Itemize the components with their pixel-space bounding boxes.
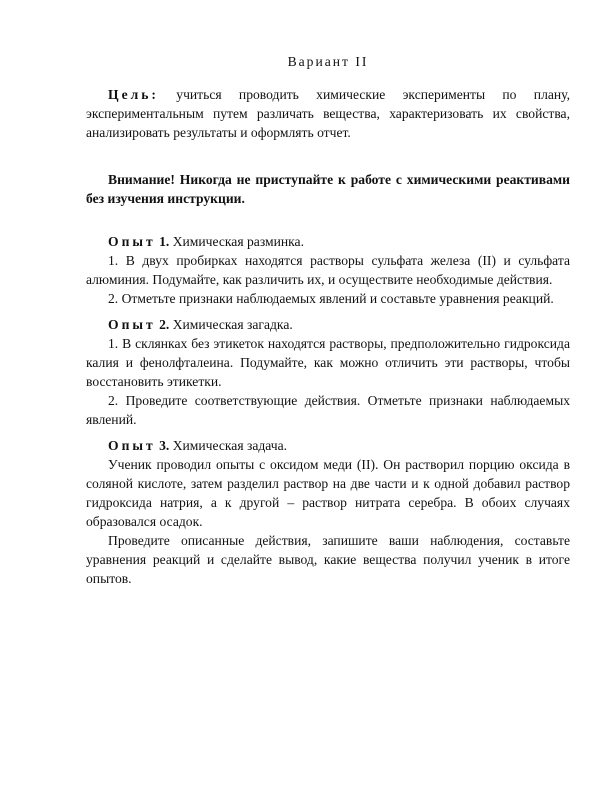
experiment-title: Химическая загадка.: [169, 317, 293, 332]
experiment-heading: [86, 436, 570, 455]
experiment-paragraph: 2. Проведите соответствующие действия. Отметьте признаки наблюдаемых явлений.: [86, 393, 570, 427]
experiment-number: 1.: [155, 234, 170, 249]
experiment-number: 2.: [155, 317, 170, 332]
experiment-label: Опыт: [108, 317, 156, 332]
experiment-paragraph: 2. Отметьте признаки наблюдаемых явлений и составьте уравнения реакций.: [108, 291, 554, 306]
experiment-paragraph: Проведите описанные действия, запишите ваши наблюдения, составьте уравнения реакций и сделайте вывод, какие вещества получил ученик в итоге опытов.: [86, 533, 570, 586]
warning-paragraph: [86, 170, 570, 208]
experiment-paragraph: Ученик проводил опыты с оксидом меди (II). Он растворил порцию оксида в соляной кислоте, затем разделил раствор на две части и к одной добавил раствор гидроксида натрия, а к другой – раствор нитрата серебра. В обоих случаях образовался осадок.: [86, 457, 570, 529]
warning-text: Никогда не приступайте к работе с химическими реактивами без изучения инструкции.: [86, 172, 570, 206]
experiment-paragraph: 1. В склянках без этикеток находятся растворы, предположительно гидроксида калия и фенолфталеина. Подумайте, как можно отличить эти растворы, чтобы восстановить этикетки.: [86, 336, 570, 389]
experiment-title: Химическая разминка.: [169, 234, 304, 249]
experiment-heading: [86, 315, 570, 334]
experiment-2: [86, 315, 570, 429]
experiment-label: Опыт: [108, 234, 156, 249]
experiment-number: 3.: [155, 438, 170, 453]
experiment-3: [86, 436, 570, 588]
experiment-paragraph: 1. В двух пробирках находятся растворы сульфата железа (II) и сульфата алюминия. Подумайте, как различить их, и осуществите необходимые действия.: [86, 253, 570, 287]
goal-text: учиться проводить химические эксперименты по плану, экспериментальным путем различать вещества, характеризовать их свойства, анализировать результаты и оформлять отчет.: [86, 87, 570, 140]
goal-label: Цель:: [108, 87, 159, 102]
experiment-title: Химическая задача.: [169, 438, 288, 453]
goal-paragraph: [86, 85, 570, 142]
experiment-heading: [86, 232, 570, 251]
document-content: [86, 52, 570, 595]
page-title: Вариант II: [287, 54, 369, 69]
warning-label: Внимание!: [108, 172, 175, 187]
experiment-label: Опыт: [108, 438, 156, 453]
experiment-1: [86, 232, 570, 308]
